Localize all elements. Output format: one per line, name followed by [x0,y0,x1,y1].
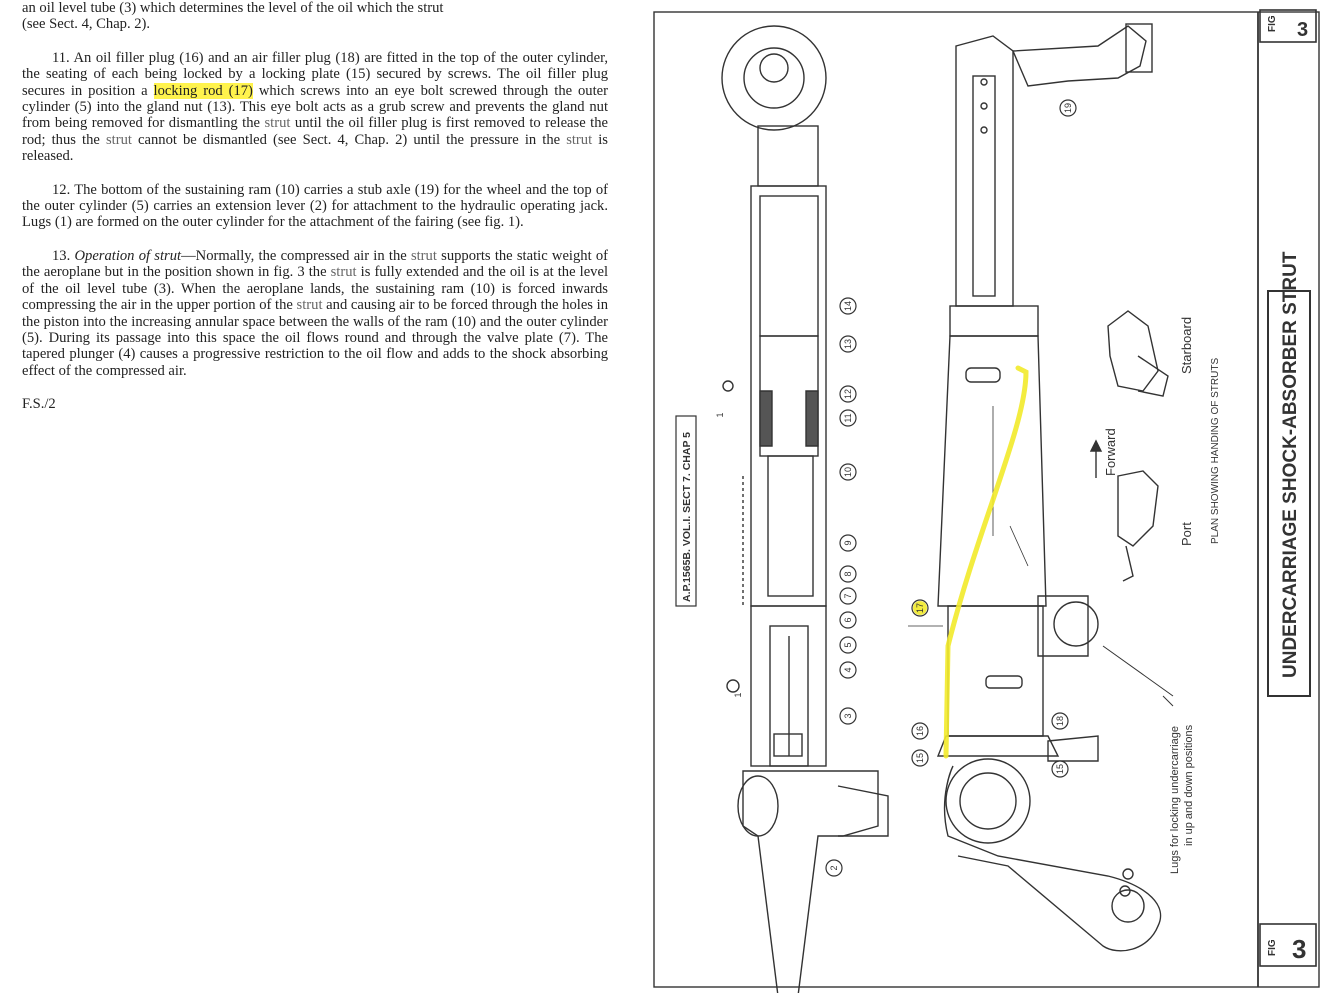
callout-label: 6 [843,617,853,623]
text-top-line-1: an oil level tube (3) which determines the level of the oil which the strut [22,0,444,16]
callout-label: 18 [1055,715,1065,727]
callout-label: 13 [843,338,853,350]
external-strut [938,24,1161,951]
sectional-strut [722,26,888,993]
p11-part-c: until the oil filler plug is first removed to release the rod; thus the [22,115,608,148]
text-top-line-2: (see Sect. 4, Chap. 2). [22,16,151,33]
callout-label: 10 [843,466,853,478]
strut-word: strut [264,115,291,132]
strut-word: strut [105,131,132,148]
paragraph-13 [22,248,608,379]
strut-word: strut [330,264,357,281]
strut-diagram [648,6,1330,993]
outer-cylinder [938,336,1046,606]
callout-label: 3 [843,713,853,719]
fig-label-top: FIG [1267,15,1278,32]
axle-bore [946,759,1030,843]
left-callout-labels [715,301,853,871]
p13-part-d: and causing air to be forced through the holes in the piston into the increasing annular space between the walls of the ram (10) and the outer cylinder (5). During its passage into this space the oil flows round and through the valve plate (7). The tapered plunger (4) causes a progressive restriction to the oil flow and adds to the shock absorbing effect of the compressed air. [22,297,608,379]
lower-casting [743,771,878,993]
paragraph-12: 12. The bottom of the sustaining ram (10) carries a stub axle (19) for the wheel and the top of the outer cylinder (5) carries an extension lever (2) for attachment to the hydraulic operating jack. Lugs (1) are formed on the outer cylinder for the attachment of the fairing (see fig. 1). [22,181,608,231]
p11-part-b: which screws into an eye bolt screwed through the outer cylinder (5) into the gland nut (13). This eye bolt acts as a grub screw and prevents the gland nut from being removed for dismantling the [22,82,608,132]
p13-title: Operation of strut [74,247,182,264]
callout-label: 1 [733,692,743,698]
p11-part-e: is released. [22,131,608,165]
lugs-note-line-2: in up and down positions [1183,724,1195,846]
strut-word: strut [296,297,323,314]
callout-label: 4 [843,667,853,673]
p13-part-c: is fully extended and the oil is at the level of the oil level tube (3). When the aeroplane lands, the sustaining ram (10) is forced inwards compressing the air in the upper portion of the [22,264,609,314]
text-top-line [22,0,608,33]
callout-label: 12 [843,388,853,400]
plan-caption: PLAN SHOWING HANDING OF STRUTS [1210,357,1221,544]
p13-part-a: —Normally, the compressed air in the [181,247,411,264]
fig-label-bottom: FIG [1267,939,1278,956]
document-text-column [22,0,608,413]
page-footer-code: F.S./2 [22,396,56,413]
callout-label: 8 [843,571,853,577]
starboard-label: Starboard [1179,316,1194,374]
figure-reference: A.P.1565B. VOL.I. SECT 7. CHAP 5 [681,431,693,602]
lugs-note-line-1: Lugs for locking undercarriage [1169,726,1181,874]
p11-part-d: cannot be dismantled (see Sect. 4, Chap. 2) until the pressure in the [131,131,567,148]
callout-label: 16 [915,725,925,737]
callout-label: 15 [1055,763,1065,775]
top-flange-circle [722,26,826,130]
callout-label: 17 [915,602,925,614]
swinging-arm [945,763,1161,951]
callout-label: 2 [829,865,839,871]
callout-label: 9 [843,540,853,546]
strut-word: strut [410,247,437,264]
highlighted-locking-rod: locking rod (17) [153,82,253,99]
right-callout-labels [915,103,1073,774]
strut-word: strut [566,131,593,148]
highlighted-locking-rod-line [946,368,1026,756]
forward-label: Forward [1103,428,1118,476]
port-label: Port [1179,522,1194,546]
callout-label: 19 [1063,102,1073,114]
figure-3-drawing [648,6,1330,993]
fig-number-top: 3 [1297,19,1309,41]
p13-part-b: supports the static weight of the aeroplane but in the position shown in fig. 3 the [22,247,609,281]
callout-label: 14 [843,300,853,312]
figure-title: UNDERCARRIAGE SHOCK-ABSORBER STRUT [1280,251,1301,678]
callout-label: 15 [915,752,925,764]
paragraph-11 [22,50,608,165]
p13-number: 13. [52,247,75,264]
p11-part-a: 11. An oil filler plug (16) and an air filler plug (18) are fitted in the top of the outer cylinder, the seating of each being locked by a locking plate (15) secured by screws. The oil filler plug secures in position a [22,49,608,99]
callout-label: 7 [843,593,853,599]
callout-label: 5 [843,642,853,648]
callout-label: 11 [843,413,853,423]
callout-label: 1 [715,412,725,418]
air-filler-valve [1048,736,1098,761]
fig-number-bottom: 3 [1292,934,1307,964]
